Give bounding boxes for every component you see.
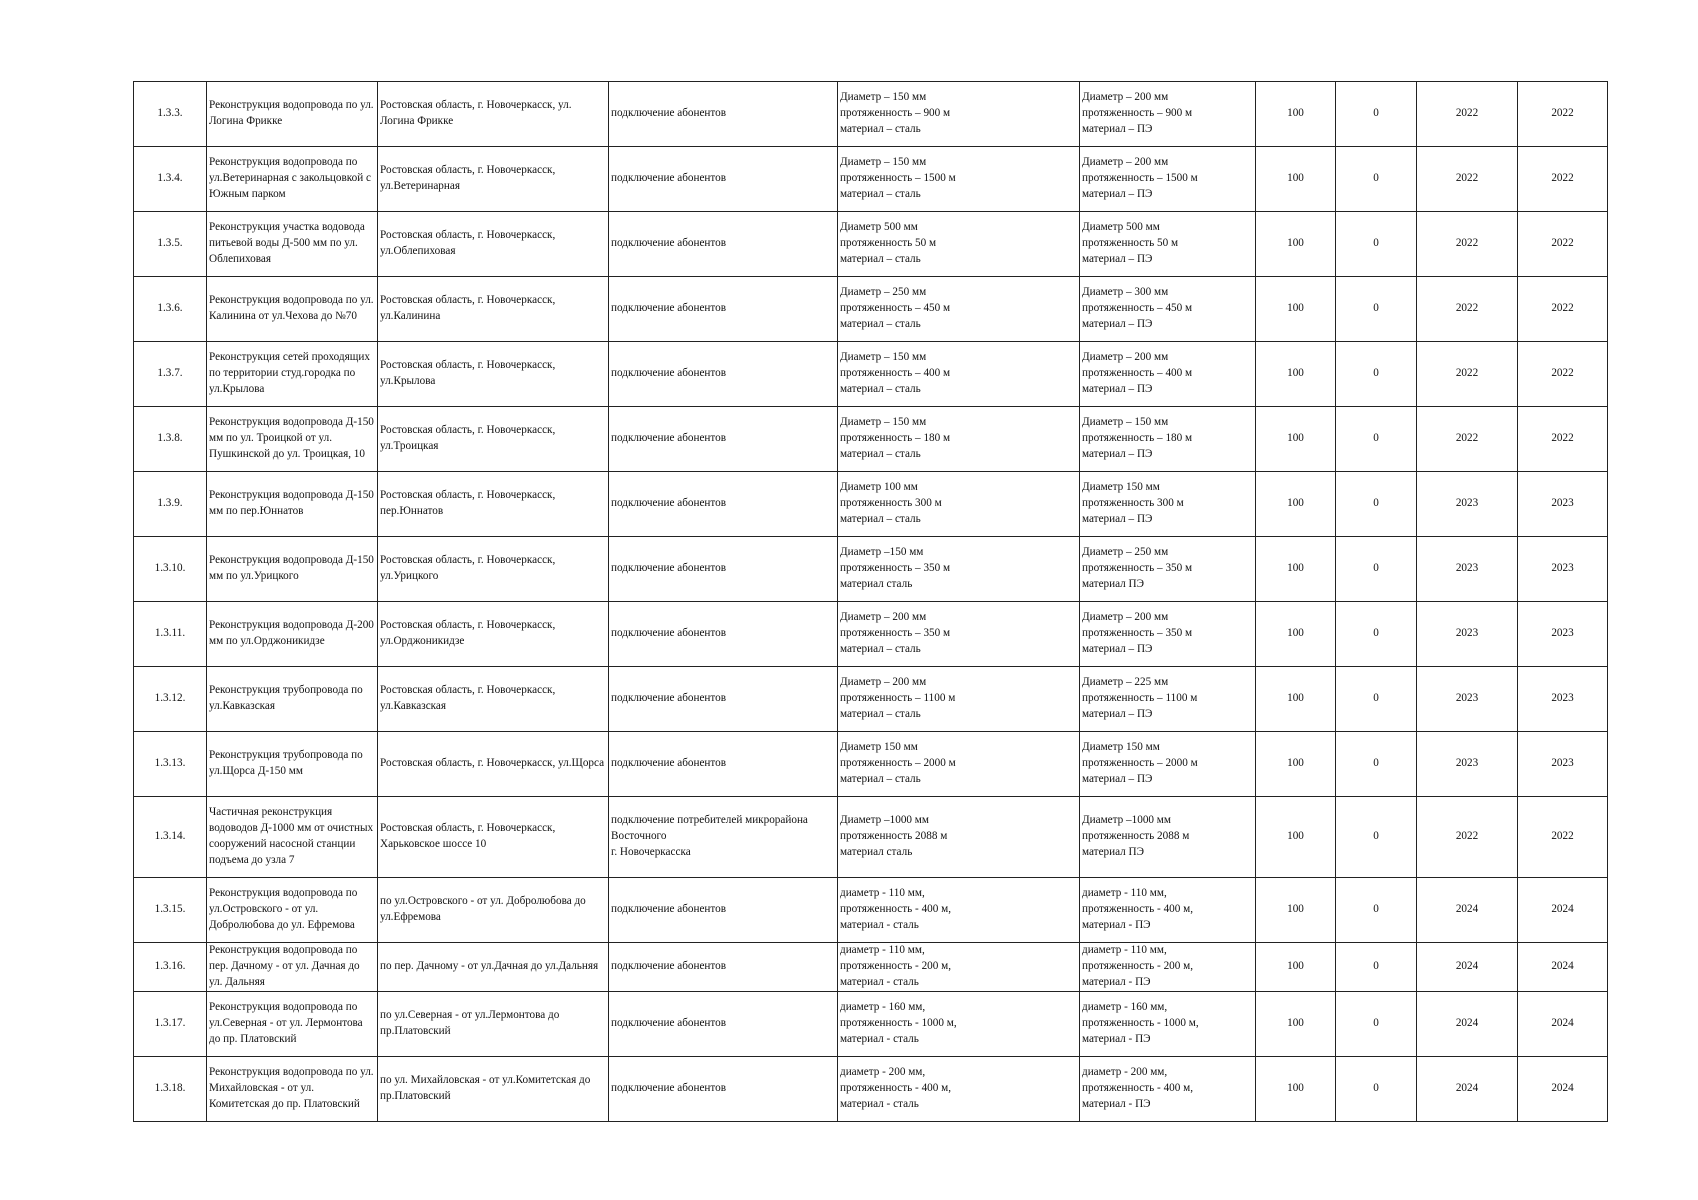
params-before-cell: Диаметр 150 мм протяженность – 2000 м материал – сталь [838, 732, 1080, 797]
year-start-cell: 2022 [1417, 407, 1518, 472]
params-after-cell: Диаметр – 200 мм протяженность – 400 м материал – ПЭ [1080, 342, 1256, 407]
project-address-cell: Ростовская область, г. Новочеркасск, ул.Ветеринарная [378, 147, 609, 212]
params-after-cell: Диаметр – 200 мм протяженность – 350 м материал – ПЭ [1080, 602, 1256, 667]
params-before-cell: Диаметр – 150 мм протяженность – 400 м материал – сталь [838, 342, 1080, 407]
table-row [134, 537, 1608, 602]
table-row [134, 667, 1608, 732]
project-address-cell: по ул.Северная - от ул.Лермонтова до пр.Платовский [378, 992, 609, 1057]
params-before-cell: Диаметр – 250 мм протяженность – 450 м материал – сталь [838, 277, 1080, 342]
year-start-cell: 2023 [1417, 667, 1518, 732]
project-address-cell: Ростовская область, г. Новочеркасск, ул.Урицкого [378, 537, 609, 602]
project-purpose-cell: подключение абонентов [609, 602, 838, 667]
project-name-cell: Реконструкция водопровода Д-150 мм по ул. Троицкой от ул. Пушкинской до ул. Троицкая, 10 [207, 407, 378, 472]
project-name-cell: Реконструкция сетей проходящих по территории студ.городка по ул.Крылова [207, 342, 378, 407]
project-address-cell: Ростовская область, г. Новочеркасск, ул.Щорса [378, 732, 609, 797]
value-100-cell: 100 [1256, 797, 1336, 878]
project-name-cell: Реконструкция водопровода по ул.Ветеринарная с закольцовкой с Южным парком [207, 147, 378, 212]
year-start-cell: 2022 [1417, 212, 1518, 277]
year-start-cell: 2022 [1417, 147, 1518, 212]
project-purpose-cell: подключение абонентов [609, 732, 838, 797]
row-number-cell: 1.3.8. [134, 407, 207, 472]
params-before-cell: Диаметр – 150 мм протяженность – 1500 м материал – сталь [838, 147, 1080, 212]
project-name-cell: Реконструкция участка водовода питьевой воды Д-500 мм по ул. Облепиховая [207, 212, 378, 277]
project-name-cell: Частичная реконструкция водоводов Д-1000 мм от очистных сооружений насосной станции подъема до узла 7 [207, 797, 378, 878]
row-number-cell: 1.3.7. [134, 342, 207, 407]
year-end-cell: 2022 [1518, 147, 1608, 212]
year-start-cell: 2022 [1417, 82, 1518, 147]
year-end-cell: 2024 [1518, 992, 1608, 1057]
year-end-cell: 2022 [1518, 277, 1608, 342]
value-100-cell: 100 [1256, 667, 1336, 732]
table-row [134, 407, 1608, 472]
project-name-cell: Реконструкция трубопровода по ул.Щорса Д-150 мм [207, 732, 378, 797]
project-purpose-cell: подключение абонентов [609, 472, 838, 537]
project-address-cell: Ростовская область, г. Новочеркасск, ул. Логина Фрикке [378, 82, 609, 147]
project-name-cell: Реконструкция водопровода по ул.Островского - от ул. Добролюбова до ул. Ефремова [207, 878, 378, 943]
params-after-cell: диаметр - 200 мм, протяженность - 400 м, материал - ПЭ [1080, 1057, 1256, 1122]
row-number-cell: 1.3.12. [134, 667, 207, 732]
table-row [134, 342, 1608, 407]
year-start-cell: 2024 [1417, 943, 1518, 992]
params-after-cell: Диаметр – 150 мм протяженность – 180 м материал – ПЭ [1080, 407, 1256, 472]
table-row [134, 732, 1608, 797]
project-purpose-cell: подключение абонентов [609, 667, 838, 732]
value-100-cell: 100 [1256, 342, 1336, 407]
row-number-cell: 1.3.18. [134, 1057, 207, 1122]
value-0-cell: 0 [1336, 82, 1417, 147]
table-row [134, 602, 1608, 667]
table-body [134, 82, 1608, 1122]
table-row [134, 82, 1608, 147]
params-before-cell: Диаметр –150 мм протяженность – 350 м материал сталь [838, 537, 1080, 602]
params-after-cell: Диаметр –1000 мм протяженность 2088 м материал ПЭ [1080, 797, 1256, 878]
params-after-cell: Диаметр – 250 мм протяженность – 350 м материал ПЭ [1080, 537, 1256, 602]
project-address-cell: по ул. Михайловская - от ул.Комитетская до пр.Платовский [378, 1057, 609, 1122]
table-row [134, 878, 1608, 943]
project-name-cell: Реконструкция водопровода Д-150 мм по ул.Урицкого [207, 537, 378, 602]
value-0-cell: 0 [1336, 667, 1417, 732]
project-purpose-cell: подключение абонентов [609, 342, 838, 407]
row-number-cell: 1.3.3. [134, 82, 207, 147]
project-purpose-cell: подключение абонентов [609, 537, 838, 602]
project-address-cell: Ростовская область, г. Новочеркасск, Харьковское шоссе 10 [378, 797, 609, 878]
value-0-cell: 0 [1336, 943, 1417, 992]
params-before-cell: Диаметр – 150 мм протяженность – 900 м материал – сталь [838, 82, 1080, 147]
value-100-cell: 100 [1256, 732, 1336, 797]
project-name-cell: Реконструкция водопровода по ул. Калинина от ул.Чехова до №70 [207, 277, 378, 342]
project-purpose-cell: подключение абонентов [609, 277, 838, 342]
row-number-cell: 1.3.15. [134, 878, 207, 943]
value-100-cell: 100 [1256, 878, 1336, 943]
table-row [134, 797, 1608, 878]
project-purpose-cell: подключение абонентов [609, 82, 838, 147]
params-after-cell: диаметр - 110 мм, протяженность - 200 м, материал - ПЭ [1080, 943, 1256, 992]
project-name-cell: Реконструкция водопровода по ул. Логина Фрикке [207, 82, 378, 147]
value-0-cell: 0 [1336, 472, 1417, 537]
project-purpose-cell: подключение абонентов [609, 407, 838, 472]
year-end-cell: 2024 [1518, 878, 1608, 943]
params-before-cell: диаметр - 110 мм, протяженность - 400 м, материал - сталь [838, 878, 1080, 943]
year-end-cell: 2023 [1518, 602, 1608, 667]
project-address-cell: Ростовская область, г. Новочеркасск, ул.Калинина [378, 277, 609, 342]
year-end-cell: 2022 [1518, 82, 1608, 147]
table-row [134, 147, 1608, 212]
params-after-cell: диаметр - 160 мм, протяженность - 1000 м, материал - ПЭ [1080, 992, 1256, 1057]
value-0-cell: 0 [1336, 342, 1417, 407]
year-start-cell: 2022 [1417, 342, 1518, 407]
row-number-cell: 1.3.13. [134, 732, 207, 797]
year-start-cell: 2022 [1417, 277, 1518, 342]
value-0-cell: 0 [1336, 537, 1417, 602]
year-end-cell: 2023 [1518, 732, 1608, 797]
params-before-cell: Диаметр 100 мм протяженность 300 м материал – сталь [838, 472, 1080, 537]
value-100-cell: 100 [1256, 992, 1336, 1057]
table-row [134, 943, 1608, 992]
project-purpose-cell: подключение абонентов [609, 147, 838, 212]
value-0-cell: 0 [1336, 407, 1417, 472]
year-end-cell: 2024 [1518, 1057, 1608, 1122]
value-0-cell: 0 [1336, 797, 1417, 878]
project-address-cell: по пер. Дачному - от ул.Дачная до ул.Дальняя [378, 943, 609, 992]
params-before-cell: Диаметр 500 мм протяженность 50 м материал – сталь [838, 212, 1080, 277]
value-0-cell: 0 [1336, 212, 1417, 277]
year-end-cell: 2022 [1518, 212, 1608, 277]
project-purpose-cell: подключение потребителей микрорайона Восточного г. Новочеркасска [609, 797, 838, 878]
year-start-cell: 2024 [1417, 878, 1518, 943]
row-number-cell: 1.3.6. [134, 277, 207, 342]
params-before-cell: Диаметр – 200 мм протяженность – 350 м материал – сталь [838, 602, 1080, 667]
params-after-cell: Диаметр – 200 мм протяженность – 900 м материал – ПЭ [1080, 82, 1256, 147]
value-100-cell: 100 [1256, 277, 1336, 342]
row-number-cell: 1.3.14. [134, 797, 207, 878]
params-before-cell: диаметр - 110 мм, протяженность - 200 м, материал - сталь [838, 943, 1080, 992]
project-purpose-cell: подключение абонентов [609, 1057, 838, 1122]
year-start-cell: 2024 [1417, 992, 1518, 1057]
row-number-cell: 1.3.10. [134, 537, 207, 602]
year-end-cell: 2023 [1518, 472, 1608, 537]
project-name-cell: Реконструкция водопровода по пер. Дачному - от ул. Дачная до ул. Дальняя [207, 943, 378, 992]
params-before-cell: Диаметр –1000 мм протяженность 2088 м материал сталь [838, 797, 1080, 878]
value-100-cell: 100 [1256, 82, 1336, 147]
table-row [134, 212, 1608, 277]
value-0-cell: 0 [1336, 878, 1417, 943]
project-name-cell: Реконструкция водопровода Д-150 мм по пер.Юннатов [207, 472, 378, 537]
project-name-cell: Реконструкция трубопровода по ул.Кавказская [207, 667, 378, 732]
year-end-cell: 2022 [1518, 342, 1608, 407]
project-name-cell: Реконструкция водопровода по ул. Михайловская - от ул. Комитетская до пр. Платовский [207, 1057, 378, 1122]
value-0-cell: 0 [1336, 277, 1417, 342]
value-100-cell: 100 [1256, 943, 1336, 992]
params-after-cell: Диаметр – 225 мм протяженность – 1100 м материал – ПЭ [1080, 667, 1256, 732]
project-address-cell: по ул.Островского - от ул. Добролюбова до ул.Ефремова [378, 878, 609, 943]
table-row [134, 1057, 1608, 1122]
project-address-cell: Ростовская область, г. Новочеркасск, ул.Кавказская [378, 667, 609, 732]
params-before-cell: Диаметр – 150 мм протяженность – 180 м материал – сталь [838, 407, 1080, 472]
params-before-cell: диаметр - 200 мм, протяженность - 400 м, материал - сталь [838, 1057, 1080, 1122]
row-number-cell: 1.3.5. [134, 212, 207, 277]
project-purpose-cell: подключение абонентов [609, 992, 838, 1057]
project-address-cell: Ростовская область, г. Новочеркасск, ул.Крылова [378, 342, 609, 407]
year-end-cell: 2022 [1518, 407, 1608, 472]
value-100-cell: 100 [1256, 407, 1336, 472]
value-0-cell: 0 [1336, 992, 1417, 1057]
project-name-cell: Реконструкция водопровода по ул.Северная - от ул. Лермонтова до пр. Платовский [207, 992, 378, 1057]
project-address-cell: Ростовская область, г. Новочеркасск, пер.Юннатов [378, 472, 609, 537]
value-100-cell: 100 [1256, 537, 1336, 602]
project-name-cell: Реконструкция водопровода Д-200 мм по ул.Орджоникидзе [207, 602, 378, 667]
year-start-cell: 2023 [1417, 602, 1518, 667]
params-after-cell: Диаметр 150 мм протяженность 300 м материал – ПЭ [1080, 472, 1256, 537]
params-before-cell: диаметр - 160 мм, протяженность - 1000 м, материал - сталь [838, 992, 1080, 1057]
year-start-cell: 2022 [1417, 797, 1518, 878]
year-end-cell: 2024 [1518, 943, 1608, 992]
row-number-cell: 1.3.16. [134, 943, 207, 992]
project-purpose-cell: подключение абонентов [609, 943, 838, 992]
row-number-cell: 1.3.9. [134, 472, 207, 537]
year-start-cell: 2024 [1417, 1057, 1518, 1122]
value-100-cell: 100 [1256, 472, 1336, 537]
table-row [134, 472, 1608, 537]
year-start-cell: 2023 [1417, 537, 1518, 602]
value-100-cell: 100 [1256, 1057, 1336, 1122]
value-0-cell: 0 [1336, 732, 1417, 797]
project-purpose-cell: подключение абонентов [609, 878, 838, 943]
project-address-cell: Ростовская область, г. Новочеркасск, ул.Орджоникидзе [378, 602, 609, 667]
params-before-cell: Диаметр – 200 мм протяженность – 1100 м материал – сталь [838, 667, 1080, 732]
value-0-cell: 0 [1336, 147, 1417, 212]
row-number-cell: 1.3.4. [134, 147, 207, 212]
value-100-cell: 100 [1256, 147, 1336, 212]
value-100-cell: 100 [1256, 602, 1336, 667]
params-after-cell: диаметр - 110 мм, протяженность - 400 м, материал - ПЭ [1080, 878, 1256, 943]
params-after-cell: Диаметр 150 мм протяженность – 2000 м материал – ПЭ [1080, 732, 1256, 797]
params-after-cell: Диаметр – 300 мм протяженность – 450 м материал – ПЭ [1080, 277, 1256, 342]
year-start-cell: 2023 [1417, 732, 1518, 797]
table-row [134, 277, 1608, 342]
year-start-cell: 2023 [1417, 472, 1518, 537]
year-end-cell: 2023 [1518, 667, 1608, 732]
row-number-cell: 1.3.11. [134, 602, 207, 667]
project-address-cell: Ростовская область, г. Новочеркасск, ул.Троицкая [378, 407, 609, 472]
year-end-cell: 2023 [1518, 537, 1608, 602]
reconstruction-table [133, 81, 1608, 1122]
value-0-cell: 0 [1336, 1057, 1417, 1122]
value-100-cell: 100 [1256, 212, 1336, 277]
row-number-cell: 1.3.17. [134, 992, 207, 1057]
params-after-cell: Диаметр 500 мм протяженность 50 м материал – ПЭ [1080, 212, 1256, 277]
value-0-cell: 0 [1336, 602, 1417, 667]
year-end-cell: 2022 [1518, 797, 1608, 878]
table-row [134, 992, 1608, 1057]
params-after-cell: Диаметр – 200 мм протяженность – 1500 м материал – ПЭ [1080, 147, 1256, 212]
project-purpose-cell: подключение абонентов [609, 212, 838, 277]
project-address-cell: Ростовская область, г. Новочеркасск, ул.Облепиховая [378, 212, 609, 277]
